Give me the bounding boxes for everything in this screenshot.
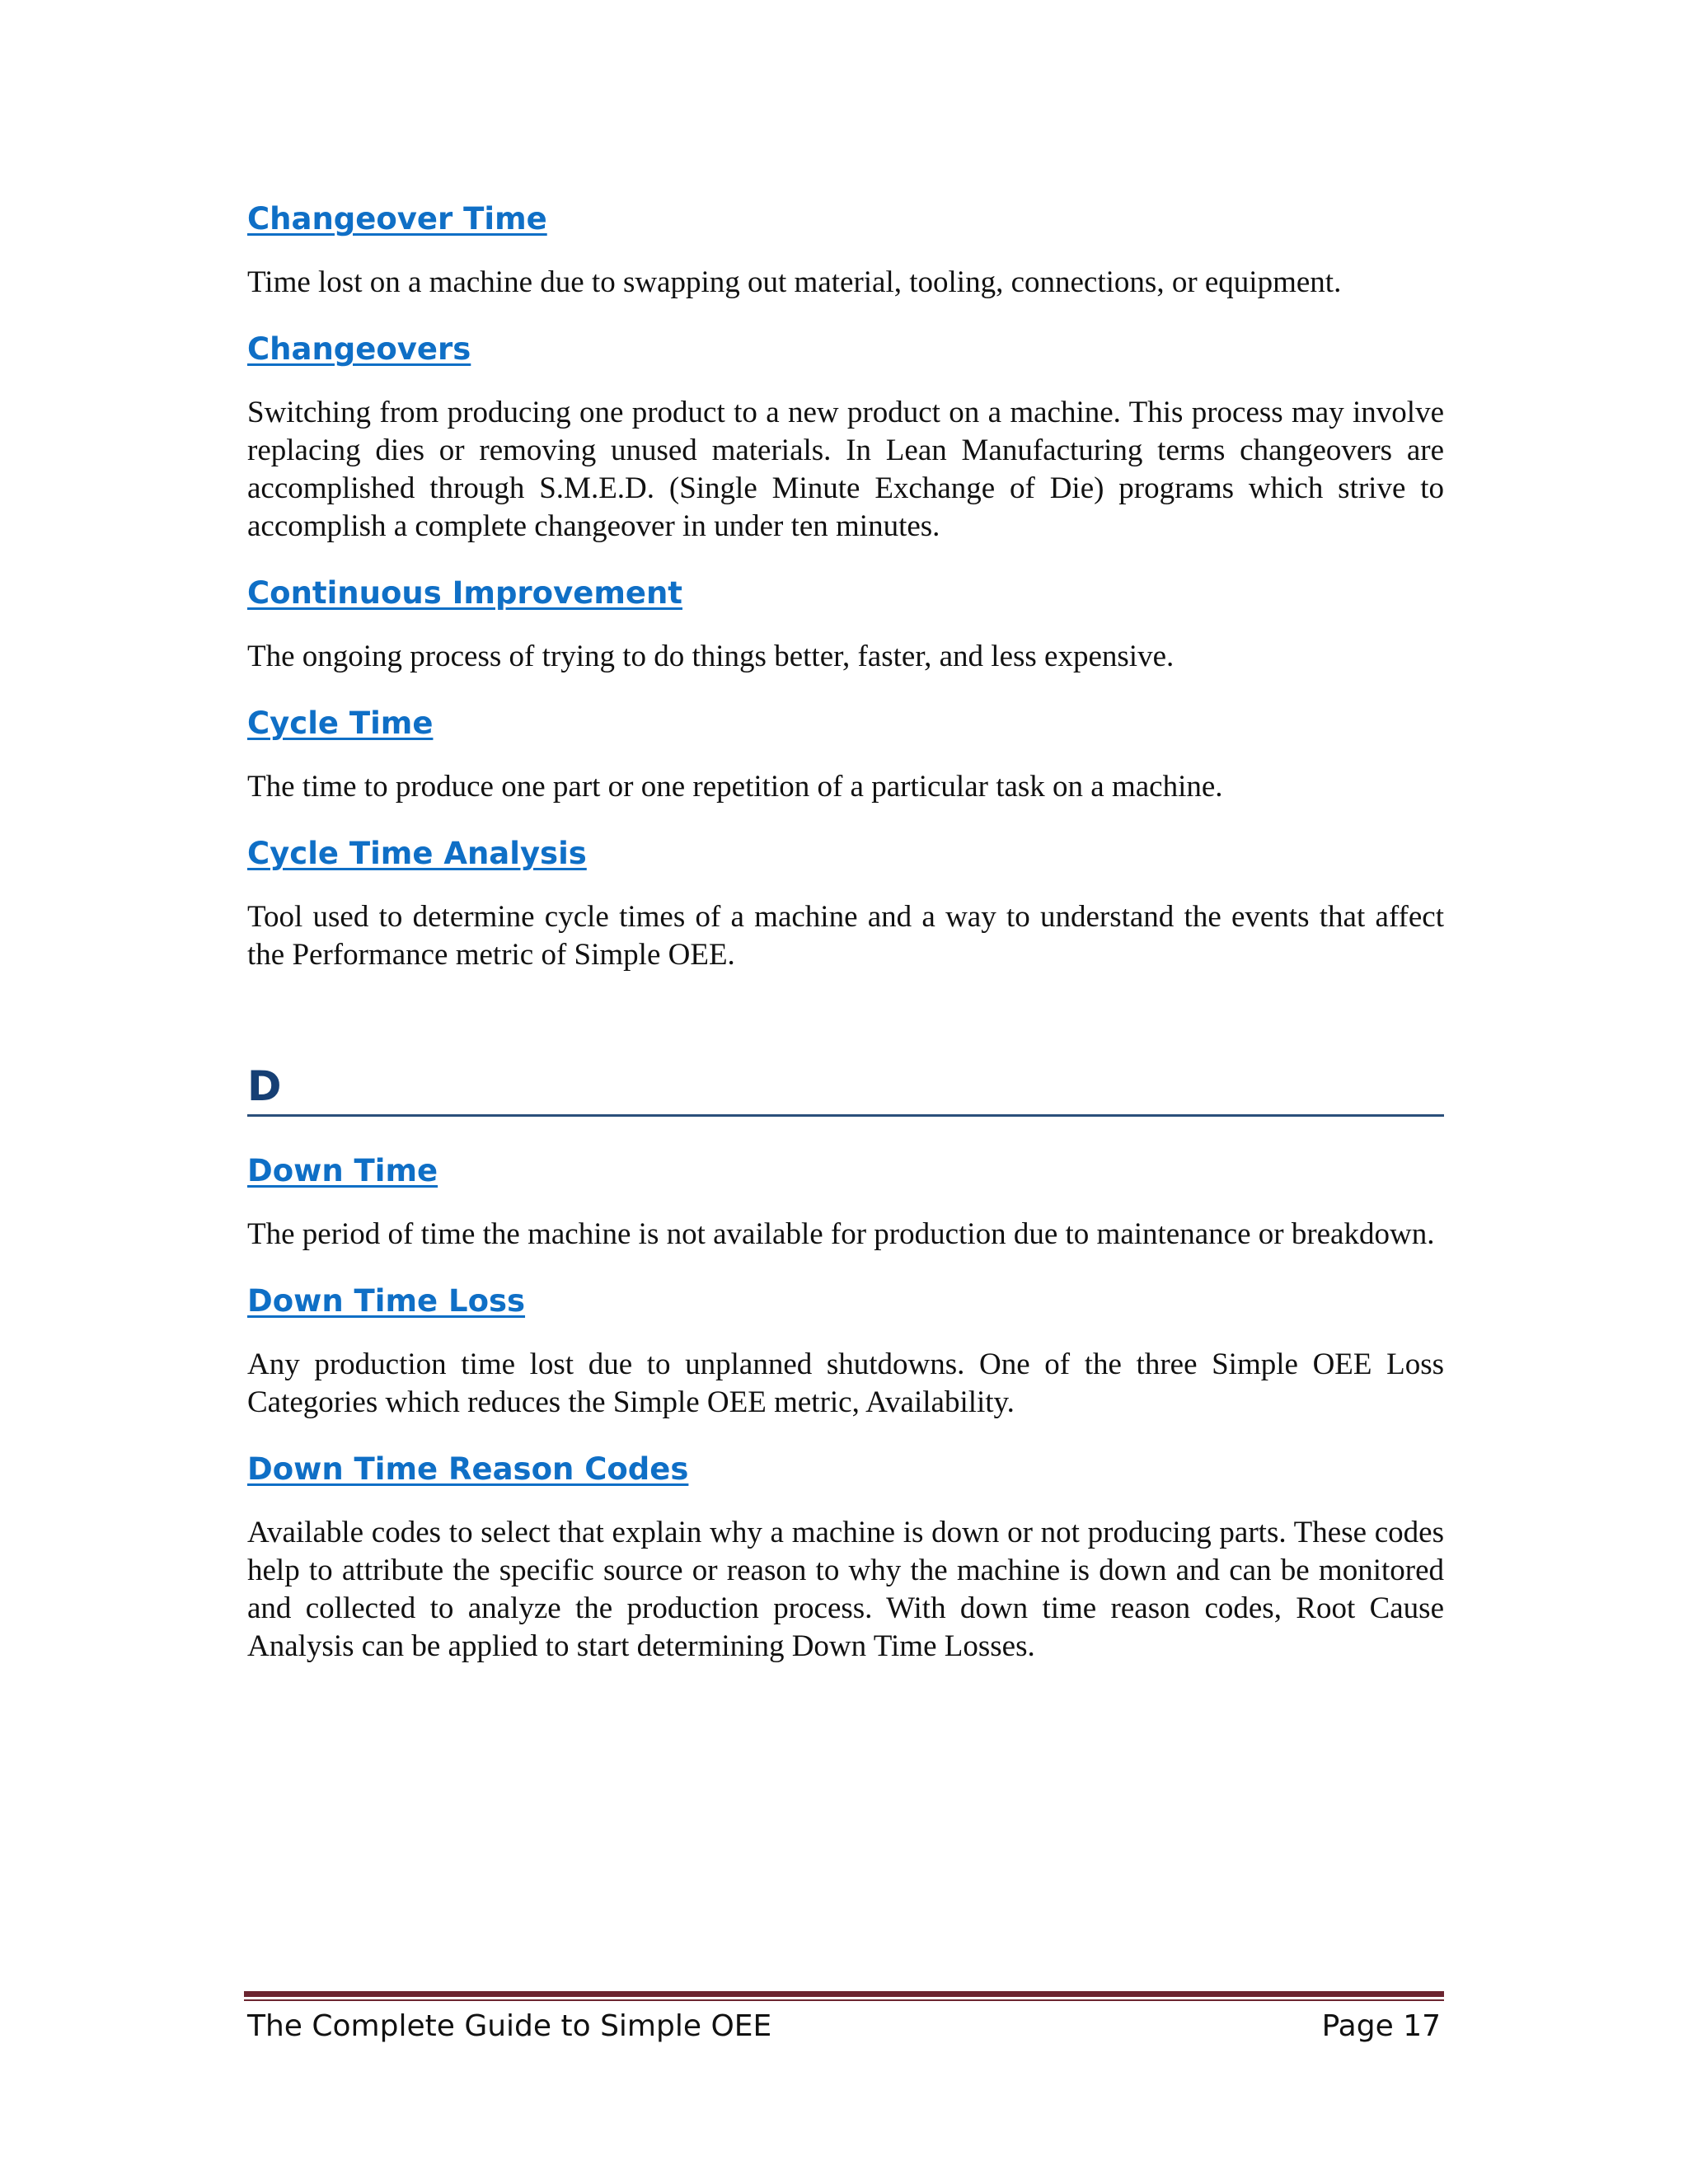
section-heading-d: [247, 1060, 1444, 1117]
term-link-changeover-time[interactable]: Changeover Time: [247, 201, 547, 237]
glossary-entry-down-time-loss: [247, 1278, 1444, 1422]
term-link-down-time[interactable]: Down Time: [247, 1153, 438, 1188]
section-letter: D: [247, 1062, 282, 1110]
definition-cycle-time-analysis: Tool used to determine cycle times of a machine and a way to understand the events that affect the Performance metric of Simple OEE.: [247, 900, 1444, 972]
definition-changeover-time: Time lost on a machine due to swapping out material, tooling, connections, or equipment.: [247, 265, 1342, 299]
definition-cycle-time: The time to produce one part or one repetition of a particular task on a machine.: [247, 770, 1223, 804]
term-link-continuous-improvement[interactable]: Continuous Improvement: [247, 575, 682, 611]
glossary-entry-down-time-reason-codes: [247, 1446, 1444, 1666]
definition-down-time-reason-codes: Available codes to select that explain why a machine is down or not producing parts. These codes help to attribute the specific source or reason to why the machine is down and can be monitored and collected to analyze the production process. With down time reason codes, Root Cause Analysis can be applied to start determining Down Time Losses.: [247, 1516, 1444, 1663]
glossary-entry-changeover-time: [247, 196, 1444, 302]
glossary-entry-down-time: [247, 1148, 1444, 1254]
term-link-cycle-time[interactable]: Cycle Time: [247, 705, 434, 741]
page-footer: [244, 1991, 1444, 2043]
glossary-entry-cycle-time-analysis: [247, 831, 1444, 974]
footer-rule-thin: [244, 1999, 1444, 2001]
page-content: [247, 196, 1444, 1690]
footer-row: [244, 2009, 1444, 2043]
glossary-entry-cycle-time: [247, 701, 1444, 806]
definition-down-time-loss: Any production time lost due to unplanned shutdowns. One of the three Simple OEE Loss Categories which reduces the Simple OEE metric, Availability.: [247, 1347, 1444, 1419]
glossary-entry-changeovers: [247, 326, 1444, 546]
term-link-down-time-reason-codes[interactable]: Down Time Reason Codes: [247, 1451, 689, 1487]
definition-changeovers: Switching from producing one product to a new product on a machine. This process may involve replacing dies or removing unused materials. In Lean Manufacturing terms changeovers are accomplished through S.M.E.D. (Single Minute Exchange of Die) programs which strive to accomplish a complete changeover in under ten minutes.: [247, 396, 1444, 543]
term-link-down-time-loss[interactable]: Down Time Loss: [247, 1283, 526, 1319]
term-link-cycle-time-analysis[interactable]: Cycle Time Analysis: [247, 836, 587, 871]
glossary-entry-continuous-improvement: [247, 570, 1444, 676]
footer-rule: [244, 1991, 1444, 1997]
footer-page-number: Page 17: [1321, 2009, 1441, 2043]
definition-down-time: The period of time the machine is not available for production due to maintenance or breakdown.: [247, 1217, 1435, 1251]
term-link-changeovers[interactable]: Changeovers: [247, 331, 471, 367]
footer-document-title: The Complete Guide to Simple OEE: [247, 2009, 772, 2043]
definition-continuous-improvement: The ongoing process of trying to do things better, faster, and less expensive.: [247, 640, 1175, 673]
